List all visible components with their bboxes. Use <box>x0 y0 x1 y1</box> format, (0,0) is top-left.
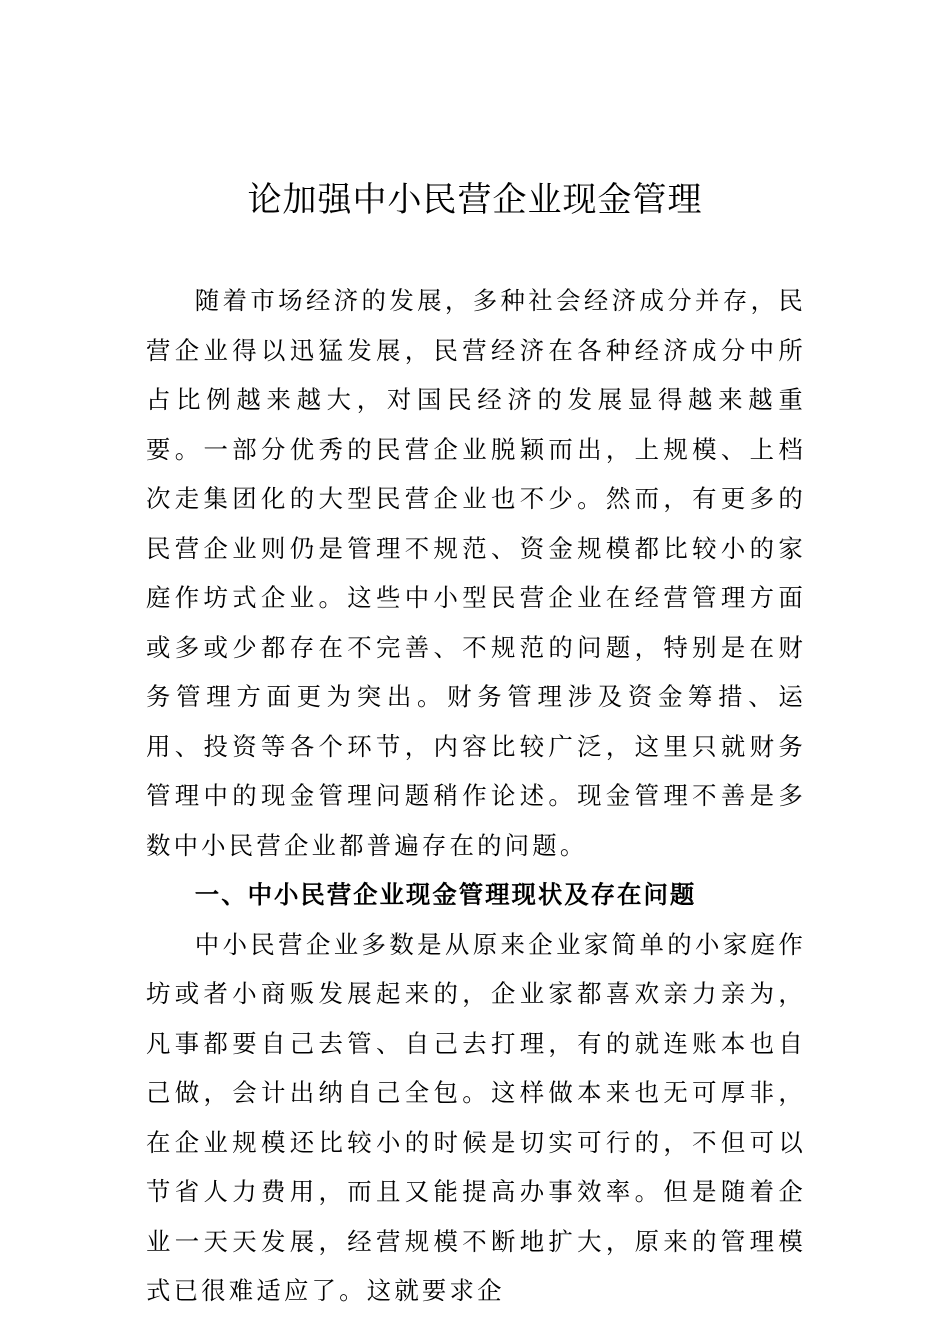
document-title: 论加强中小民营企业现金管理 <box>247 180 703 220</box>
section-heading: 一、中小民营企业现金管理现状及存在问题 <box>194 880 697 909</box>
body-paragraph-section-1: 中小民营企业多数是从原来企业家简单的小家庭作坊或者小商贩发展起来的，企业家都喜欢亲力亲为，凡事都要自己去管、自己去打理，有的就连账本也自己做，会计出纳自己全包。这样做本来也无可厚非，在企业规模还比较小的时候是切实可行的，不但可以节省人力费用，而且又能提高办事效率。但是随着企业一天天发展，经营规模不断地扩大，原来的管理模式已很难适应了。这就要求企 <box>146 929 806 1305</box>
body-paragraph-intro: 随着市场经济的发展，多种社会经济成分并存，民营企业得以迅猛发展，民营经济在各种经济成分中所占比例越来越大，对国民经济的发展显得越来越重要。一部分优秀的民营企业脱颖而出，上规模、上档次走集团化的大型民营企业也不少。然而，有更多的民营企业则仍是管理不规范、资金规模都比较小的家庭作坊式企业。这些中小型民营企业在经营管理方面或多或少都存在不完善、不规范的问题，特别是在财务管理方面更为突出。财务管理涉及资金筹措、运用、投资等各个环节，内容比较广泛，这里只就财务管理中的现金管理问题稍作论述。现金管理不善是多数中小民营企业都普遍存在的问题。 <box>146 286 806 860</box>
document-body <box>146 276 806 1316</box>
